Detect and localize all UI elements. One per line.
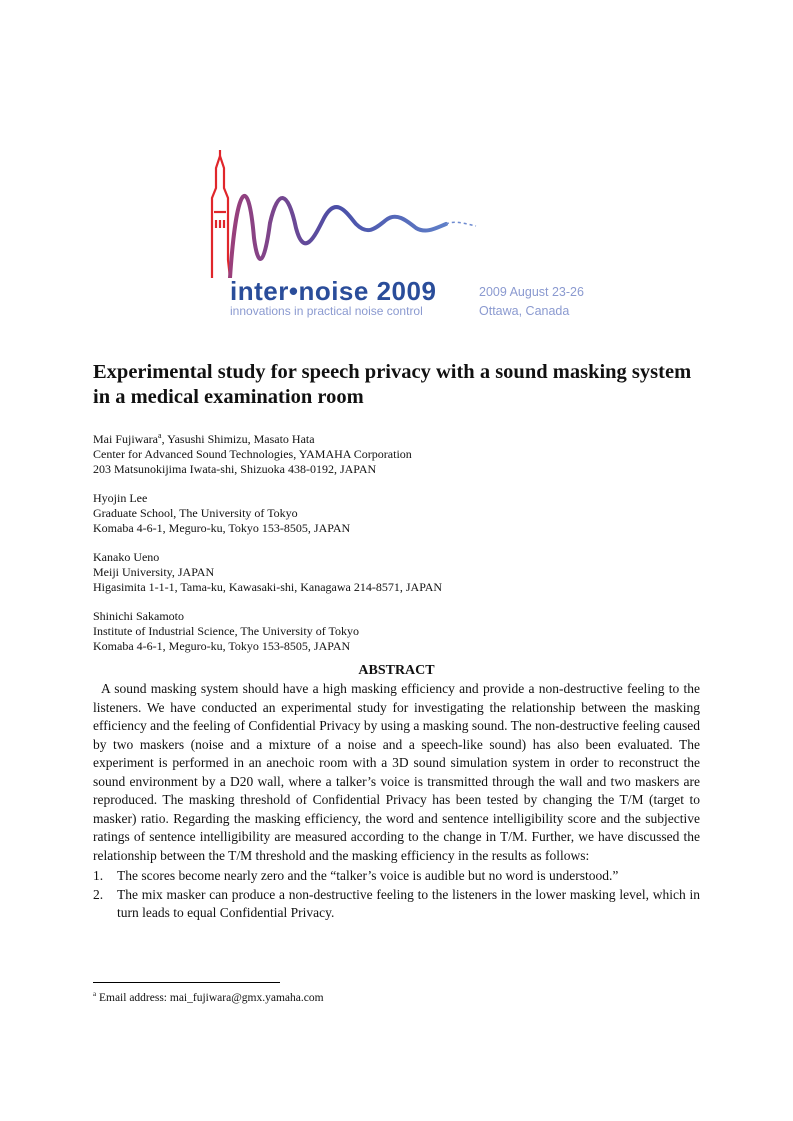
conference-tagline: innovations in practical noise control (230, 304, 423, 318)
tower-icon (210, 150, 230, 278)
author-name: Shinichi Sakamoto (93, 609, 184, 623)
address: Komaba 4-6-1, Meguro-ku, Tokyo 153-8505, JAPAN (93, 639, 351, 653)
address: Higasimita 1-1-1, Tama-ku, Kawasaki-shi, Kanagawa 214-8571, JAPAN (93, 580, 443, 594)
footnote-mark: a (158, 431, 162, 440)
affiliation: Meiji University, JAPAN (93, 565, 215, 579)
coauthor-names: , Yasushi Shimizu, Masato Hata (161, 432, 315, 446)
sound-wave-icon (230, 196, 446, 278)
affiliation: Graduate School, The University of Tokyo (93, 506, 298, 520)
list-item (93, 886, 700, 923)
list-number: 2. (93, 886, 104, 902)
conference-place: Ottawa, Canada (479, 304, 570, 318)
address: Komaba 4-6-1, Meguro-ku, Tokyo 153-8505, JAPAN (93, 521, 351, 535)
footnote-text: Email address: mai_fujiwara@gmx.yamaha.com (96, 991, 324, 1004)
affiliation: Institute of Industrial Science, The University of Tokyo (93, 624, 359, 638)
conference-logo (196, 128, 616, 328)
list-text: The mix masker can produce a non-destructive feeling to the listeners in the lower masking level, which in turn leads to equal Confidential Privacy. (117, 886, 700, 920)
abstract-heading: ABSTRACT (358, 663, 435, 678)
author-block (93, 491, 713, 536)
author-name: Mai Fujiwara (93, 432, 158, 446)
paper-title: Experimental study for speech privacy with a sound masking system in a medical examination room (93, 361, 692, 408)
address: 203 Matsunokijima Iwata-shi, Shizuoka 438-0192, JAPAN (93, 462, 377, 476)
findings-list (93, 867, 700, 923)
abstract-body: A sound masking system should have a high masking efficiency and provide a non-destructive feeling to the listeners. We have conducted an experimental study for investigating the relationship between the masking efficiency and the feeling of Confidential Privacy by using a masking sound. The non-destructive feeling caused by two maskers (noise and a mixture of a noise and a speech-like sound) has also been evaluated. The experiment is performed in an anechoic room with a 3D sound simulation system in order to reconstruct the sound environment by a D20 wall, where a talker’s voice is transmitted through the wall and two maskers are reproduced. The masking threshold of Confidential Privacy has been tested by changing the T/M (target to masker) ratio. Regarding the masking efficiency, the word and sentence intelligibility score and the subjective ratings of sentence intelligibility are measured according to the change in T/M. Further, we have discussed the relationship between the T/M threshold and the masking efficiency in the results as follows: (93, 681, 700, 863)
list-item (93, 867, 700, 886)
affiliation: Center for Advanced Sound Technologies, YAMAHA Corporation (93, 447, 412, 461)
author-list (93, 428, 713, 668)
footnote (93, 990, 324, 1004)
conference-date: 2009 August 23-26 (479, 285, 584, 299)
list-text: The scores become nearly zero and the “talker’s voice is audible but no word is understood.” (117, 868, 619, 883)
footnote-mark: a (93, 990, 97, 998)
list-number: 1. (93, 868, 104, 883)
author-name: Kanako Ueno (93, 550, 160, 564)
author-name: Hyojin Lee (93, 491, 148, 505)
author-block (93, 609, 713, 654)
tower-wave-graphic (196, 128, 616, 278)
conference-brand: inter•noise 2009 (230, 276, 437, 306)
footnote-divider (93, 982, 280, 983)
author-block (93, 428, 713, 477)
author-block (93, 550, 713, 595)
